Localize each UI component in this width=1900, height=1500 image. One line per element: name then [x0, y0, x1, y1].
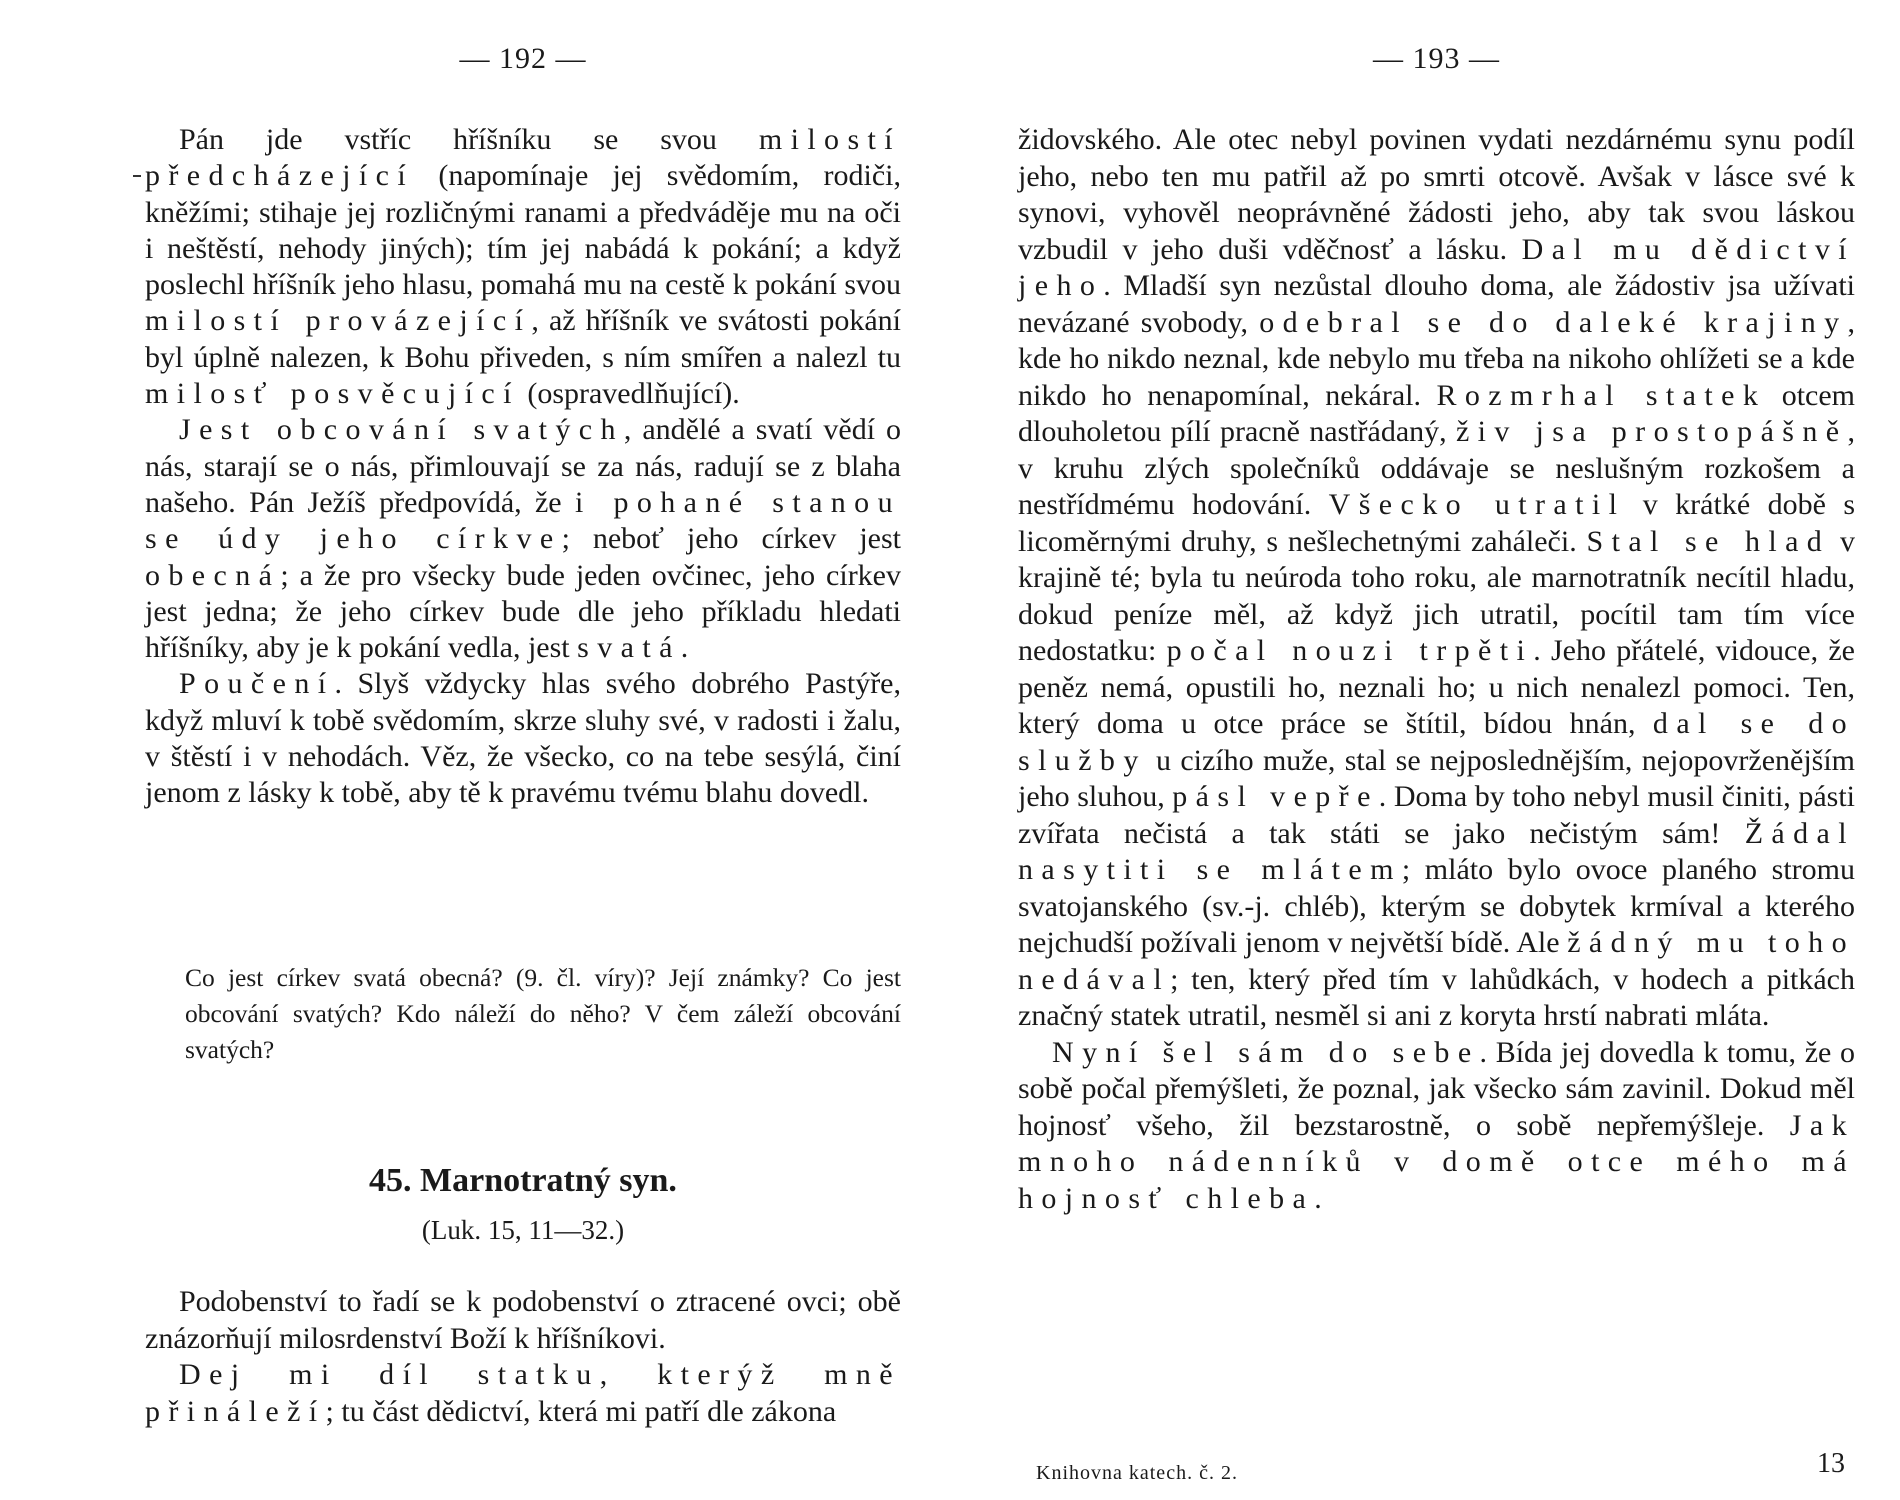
chapter-paragraph: [145, 1357, 901, 1430]
text-run: , až hříšník ve svátosti pokání byl úplně nalezen, k Bohu přiveden, s ním smířen a nalezl tu: [145, 304, 901, 374]
right-body-text: [1018, 122, 1855, 1217]
text-run: ; tu část dědictví, která mi patří dle zákona: [325, 1394, 837, 1428]
text-run: ; neboť jeho církev jest: [561, 522, 902, 556]
spaced-emphasis: Stal se hlad: [1586, 524, 1831, 558]
chapter-reference: (Luk. 15, 11—32.): [421, 1215, 625, 1245]
text-run: , kde ho nikdo neznal, kde nebylo mu třeba na nikoho ohlížeti se a kde nikdo ho nenapomínal, nekáral.: [1018, 305, 1855, 412]
spaced-emphasis: Dej mi díl statku, kterýž mně přináleží: [145, 1358, 901, 1428]
left-page: [145, 0, 901, 1500]
spaced-emphasis: pásl vepře: [1172, 780, 1379, 813]
spaced-emphasis: obecná: [145, 558, 281, 592]
spaced-emphasis: Jak mnoho nádenníků v domě otce mého má hojnosť chleba: [1018, 1108, 1855, 1215]
text-run: ; a že pro všecky bude jeden ovčinec, jeho církev jest jedna; že jeho církev bude dle jeho příkladu hledati hříšníky, aby je k pokání vedla, jest: [145, 558, 901, 665]
text-run: Podobenství to řadí se k podobenství o ztracené ovci; obě znázorňují milosrdenství Boží k hříšníkovi.: [145, 1285, 901, 1355]
chapter-heading: 45. Marnotratný syn.: [369, 1162, 677, 1199]
spaced-emphasis: Všecko utratil: [1328, 488, 1626, 521]
spaced-emphasis: odebral se do daleké krajiny: [1259, 305, 1848, 339]
spaced-emphasis: žádný mu toho nedával: [1018, 926, 1855, 996]
spaced-emphasis: Nyní šel sám do sebe: [1052, 1035, 1480, 1069]
footer-note: Knihovna katech. č. 2.: [1036, 1462, 1238, 1484]
text-run: , andělé a svatí vědí o nás, starají se o nás, přimlouvají se za nás, radují se z blaha našeho. Pán Ježíš předpovídá, že: [145, 413, 901, 519]
text-run: židovského. Ale otec nebyl povinen vydati nezdárnému synu podíl jeho, nebo ten mu patřil až po smrti otcově. Avšak v lásce své k synovi, vyhověl neoprávněné žádosti jeho, aby tak svou láskou vzbudil v jeho duši vděčnosť a lásku.: [1018, 123, 1855, 266]
text-run: ; mláto bylo ovoce planého stromu svatojanského (sv.-j. chléb), kterým se dobytek krmíval a kterého nejchudší požívali jenom v největší bídě. Ale: [1018, 853, 1856, 959]
text-run: ; ten, který před tím v lahůdkách, v hodech a pitkách značný statek utratil, nesměl si ani z koryta hrstí nabrati mláta.: [1018, 962, 1855, 1032]
page-number-right: — 193 —: [1373, 42, 1500, 75]
right-paragraph: [1018, 1035, 1855, 1218]
spaced-emphasis: Jest obcování svatých: [179, 413, 624, 447]
sheet-number: 13: [1817, 1448, 1845, 1479]
spaced-emphasis: počal nouzi trpěti: [1166, 634, 1534, 667]
text-run: (napomínaje jej svědomím, rodiči, kněžími; stihaje jej rozličnými ranami a předváděje mu na oči i neštěstí, nehody jiných); tím jej nabádá k pokání; a když poslechl hříšník jeho hlasu, pomahá mu na cestě k pokání svou: [145, 159, 901, 302]
left-paragraph: [145, 412, 901, 666]
margin-mark: [133, 175, 141, 177]
text-run: . Slyš vždycky hlas svého dobrého Pastýře, když mluví k tobě svědomím, skrze sluhy své, v radosti i žalu, v štěstí i v nehodách. Věz, že všecko, co na tebe sesýlá, činí jenom z lásky k tobě, aby tě k pravému tvému blahu dovedl.: [145, 667, 901, 810]
review-questions: Co jest církev svatá obecná? (9. čl. víry)? Její známky? Co jest obcování svatých? Kdo náleží do něho? V čem záleží obcování svatých?: [185, 963, 901, 1064]
text-run: u cizího muže, stal se nejposlednějším, nejopovrženějším jeho sluhou,: [1018, 743, 1855, 813]
right-paragraph: [1018, 122, 1855, 1035]
page-number-left: — 192 —: [459, 42, 587, 75]
spaced-emphasis: Žádal nasytiti se mlátem: [1018, 816, 1855, 886]
chapter-text: [145, 1284, 901, 1430]
right-page: [1018, 0, 1855, 1500]
text-run: . Mladší syn nezůstal dlouho doma, ale žádostiv jsa užívati nevázané svobody,: [1018, 269, 1855, 339]
text-run: Pán jde vstříc hříšníku se svou: [179, 123, 759, 156]
text-run: . Bída jej dovedla k tomu, že o sobě počal přemýšleti, že poznal, jak všecko sám zavinil. Dokud měl hojnosť všeho, žil bezstarostně, o sobě nepřemýšleje.: [1018, 1035, 1855, 1142]
text-run: .: [680, 631, 689, 665]
spaced-emphasis: milosť posvěcující: [145, 377, 520, 411]
spaced-emphasis: živ jsa prostopášně: [1455, 415, 1848, 448]
spaced-emphasis: svatá: [577, 631, 681, 665]
left-paragraph: [145, 666, 901, 811]
spaced-emphasis: dal se do služby: [1018, 707, 1855, 777]
text-run: otcem dlouholetou pílí pracně nastřádaný,: [1018, 378, 1856, 448]
text-run: v krátké době s licoměrnými druhy, s nešlechetnými zaháleči.: [1018, 488, 1855, 558]
spaced-emphasis: milostí předcházející: [145, 123, 901, 193]
text-run: . Doma by toho nebyl musil činiti, pásti zvířata nečistá a tak státi se jako nečistým sám!: [1018, 780, 1855, 850]
spaced-emphasis: i pohané stanou se údy jeho církve: [145, 485, 901, 556]
chapter-paragraph: [145, 1284, 901, 1357]
spaced-emphasis: Rozmrhal statek: [1436, 378, 1767, 412]
left-paragraph: [145, 122, 901, 412]
text-run: . Jeho přátelé, vidouce, že peněz nemá, opustili ho, neznali ho; u nich nenalezl pomoci. Ten, který doma u otce práce se štítil, bídou hnán,: [1018, 634, 1855, 740]
spaced-emphasis: Dal mu dědictví jeho: [1018, 232, 1855, 302]
spaced-emphasis: Poučení: [179, 667, 335, 701]
spaced-emphasis: milostí provázející: [145, 304, 532, 338]
text-run: , v kruhu zlých společníků oddávaje se neslušným rozkošem a nestřídmému hodování.: [1018, 415, 1855, 521]
text-run: .: [1314, 1181, 1322, 1215]
text-run: (ospravedlňující).: [519, 377, 740, 411]
left-body-text: [145, 122, 901, 812]
text-run: v krajině té; byla tu neúroda toho roku, ale marnotratník necítil hladu, dokud peníze měl, až když jich utratil, pocítil tam tím více nedostatku:: [1018, 524, 1855, 667]
